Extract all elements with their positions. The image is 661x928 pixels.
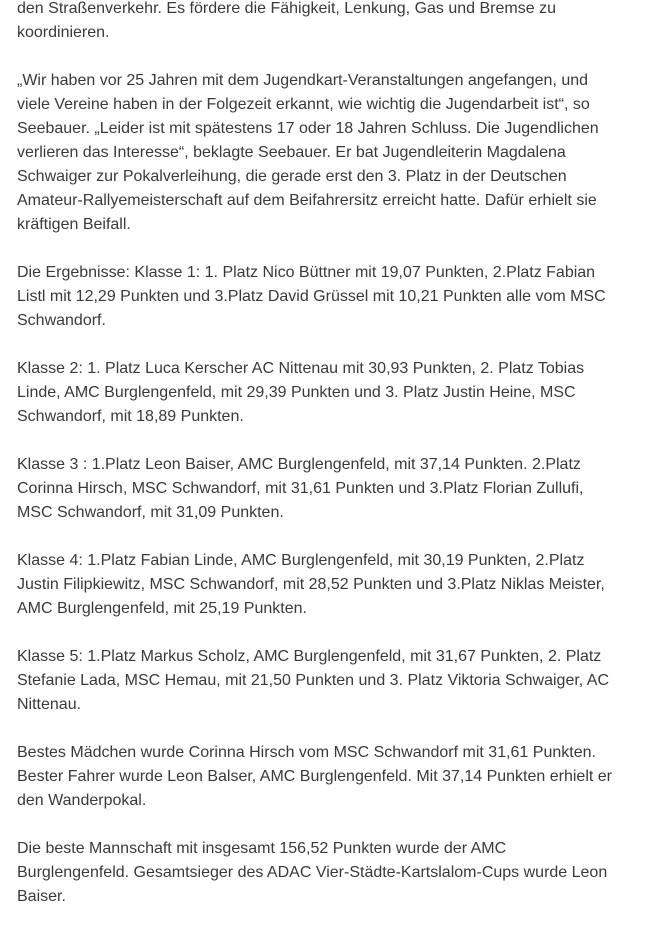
paragraph-results-class-3: Klasse 3 : 1.Platz Leon Baiser, AMC Burglengenfeld, mit 37,14 Punkten. 2.Platz Corinna Hirsch, MSC Schwandorf, mit 31,61 Punkten und 3.Platz Florian Zullufi, MSC Schwandorf, mit 31,09 Punkten. [17, 456, 584, 521]
paragraph-results-class-4: Klasse 4: 1.Platz Fabian Linde, AMC Burglengenfeld, mit 30,19 Punkten, 2.Platz Justin Filipkiewitz, MSC Schwandorf, mit 28,52 Punkten und 3.Platz Niklas Meister, AMC Burglengenfeld, mit 25,19 Punkten. [17, 552, 605, 617]
paragraph-best-team: Die beste Mannschaft mit insgesamt 156,52 Punkten wurde der AMC Burglengenfeld. Gesamtsieger des ADAC Vier-Städte-Kartslalom-Cups wurde Leon Baiser. [17, 840, 608, 905]
paragraph-best-girl-and-driver: Bestes Mädchen wurde Corinna Hirsch vom MSC Schwandorf mit 31,61 Punkten. Bester Fahrer wurde Leon Balser, AMC Burglengenfeld. Mit 37,14 Punkten erhielt er den Wanderpokal. [17, 744, 612, 809]
paragraph-intro-continuation: den Straßenverkehr. Es fördere die Fähigkeit, Lenkung, Gas und Bremse zu koordinieren. [17, 0, 556, 41]
paragraph-results-class-5: Klasse 5: 1.Platz Markus Scholz, AMC Burglengenfeld, mit 31,67 Punkten, 2. Platz Stefanie Lada, MSC Hemau, mit 21,50 Punkten und 3. Platz Viktoria Schwaiger, AC Nittenau. [17, 648, 610, 713]
paragraph-results-class-2: Klasse 2: 1. Platz Luca Kerscher AC Nittenau mit 30,93 Punkten, 2. Platz Tobias Linde, AMC Burglengenfeld, mit 29,39 Punkten und 3. Platz Justin Heine, MSC Schwandorf, mit 18,89 Punkten. [17, 360, 585, 425]
paragraph-seebauer-quote: „Wir haben vor 25 Jahren mit dem Jugendkart-Veranstaltungen angefangen, und viele Vereine haben in der Folgezeit erkannt, wie wichtig die Jugendarbeit ist“, so Seebauer. „Leider ist mit spätestens 17 oder 18 Jahren Schluss. Die Jugendlichen verlieren das Interesse“, beklagte Seebauer. Er bat Jugendleiterin Magdalena Schwaiger zur Pokalverleihung, die gerade erst den 3. Platz in der Deutschen Amateur-Rallyemeisterschaft auf dem Beifahrersitz erreicht hatte. Dafür erhielt sie kräftigen Beifall. [17, 72, 599, 233]
paragraph-results-class-1: Die Ergebnisse: Klasse 1: 1. Platz Nico Büttner mit 19,07 Punkten, 2.Platz Fabian Listl mit 12,29 Punkten und 3.Platz David Grüssel mit 10,21 Punkten alle vom MSC Schwandorf. [17, 264, 606, 329]
